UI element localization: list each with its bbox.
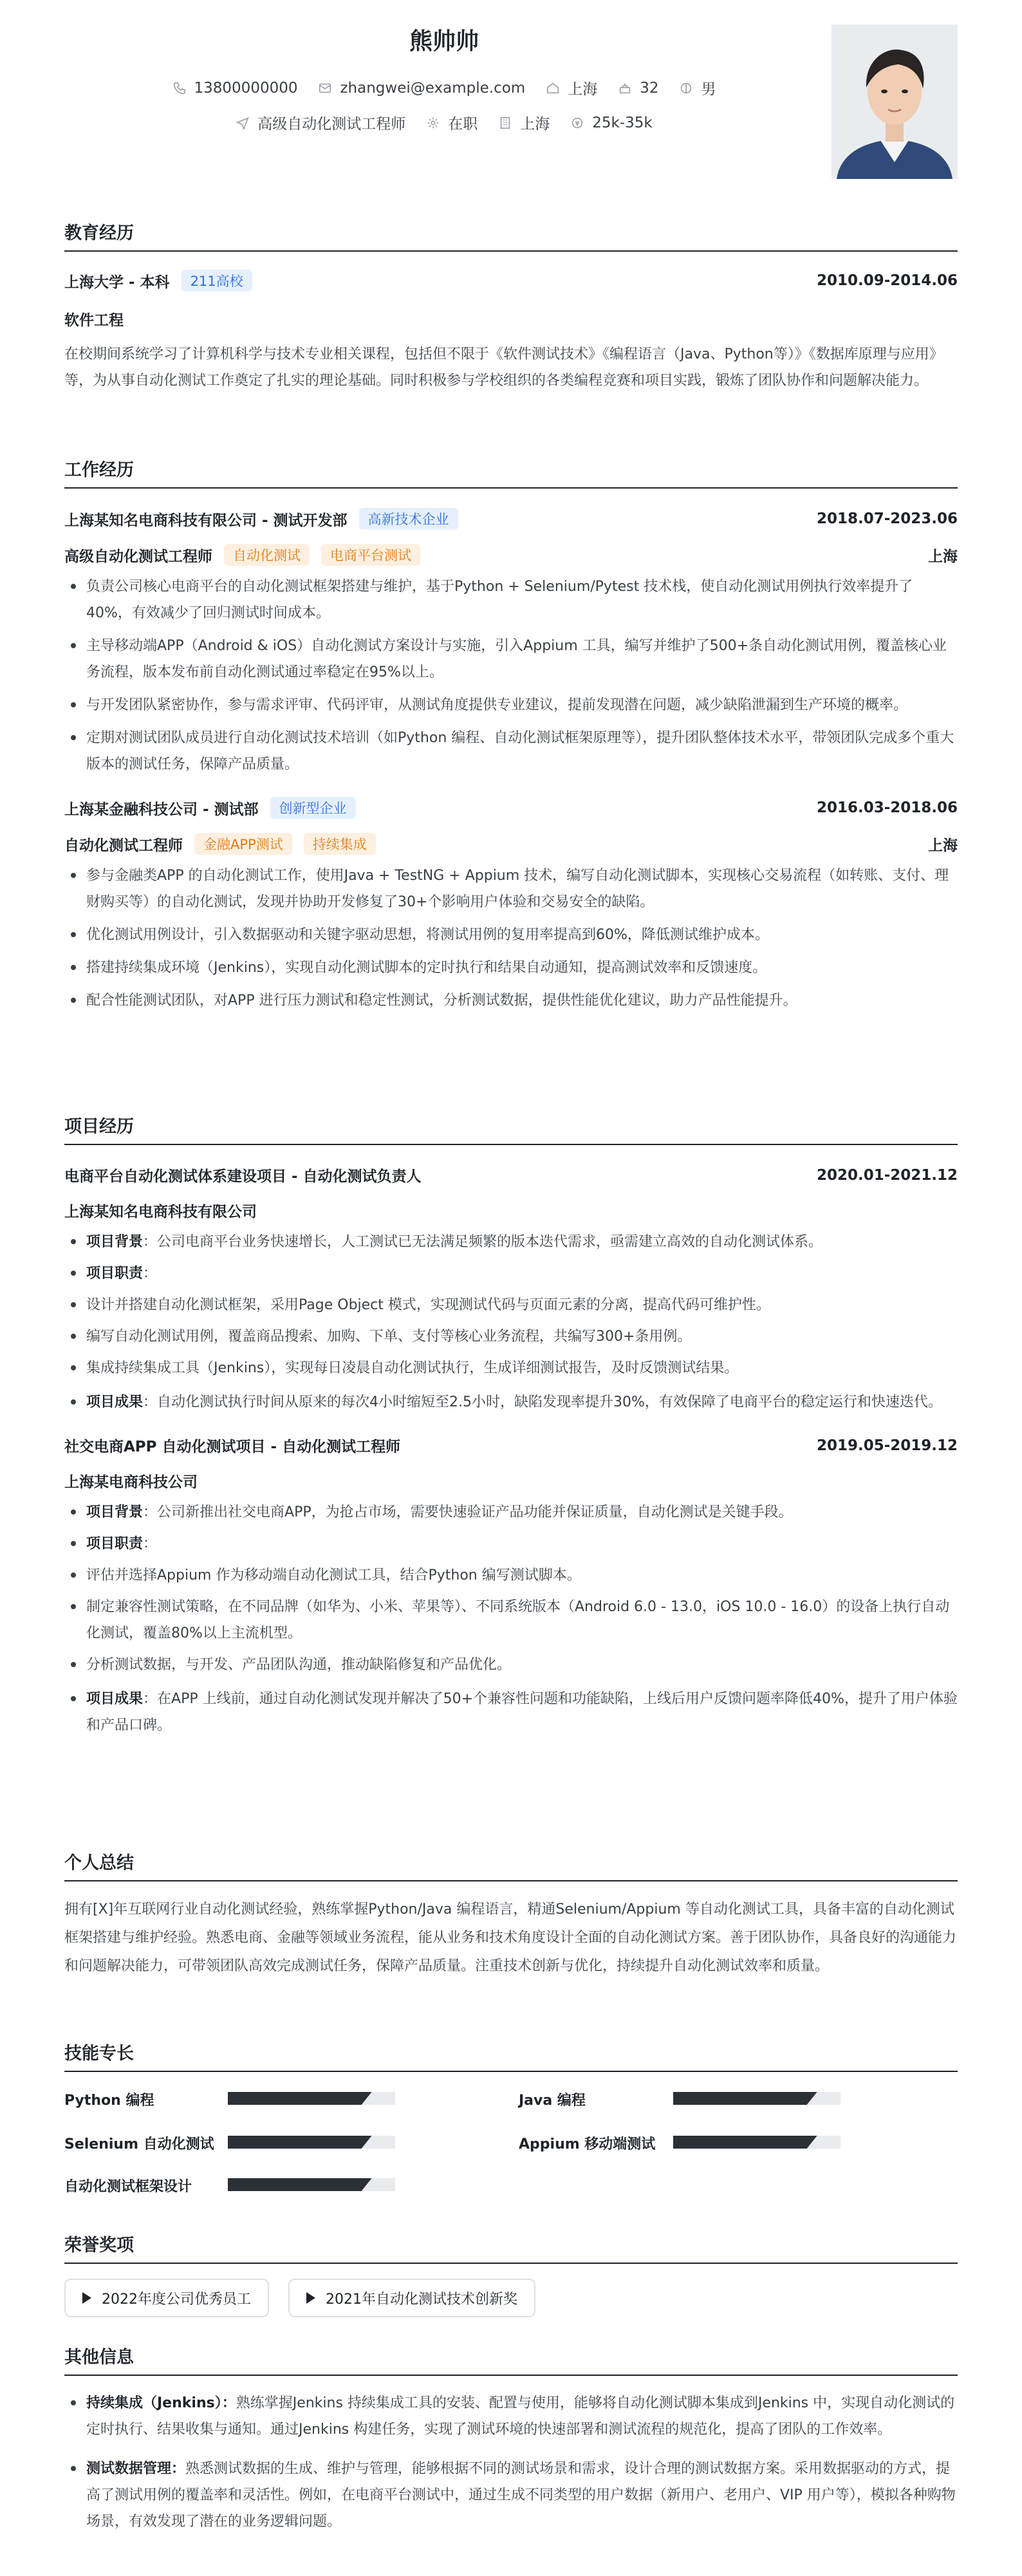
status-text: 在职: [448, 116, 478, 133]
list-item: [64, 2390, 958, 2443]
award-badge: [64, 2279, 269, 2317]
education-section: [64, 219, 958, 394]
city-info: [546, 77, 597, 98]
list-item: [64, 1686, 958, 1739]
item-text: ：: [143, 1536, 158, 1552]
project-name: 社交电商APP 自动化测试项目 - 自动化测试工程师: [64, 1439, 401, 1455]
work-date: 2016.03-2018.06: [816, 799, 958, 816]
work-city: 上海: [928, 837, 958, 854]
phone-text: 13800000000: [194, 79, 298, 97]
role: 高级自动化测试工程师: [64, 548, 212, 565]
item-text: ：公司新推出社交电商APP，为抢占市场，需要快速验证产品功能并保证质量，自动化测试是关键手段。: [143, 1504, 793, 1520]
skill-bar-fill: [673, 2136, 817, 2149]
school-tag: 211高校: [181, 270, 252, 292]
gear-icon: [426, 116, 440, 130]
list-item: 定期对测试团队成员进行自动化测试技术培训（如Python 编程、自动化测试框架原理等），提升团队整体技术水平，带领团队完成多个重大版本的测试任务，保障产品质量。: [64, 725, 958, 778]
skill-tag: 电商平台测试: [321, 544, 420, 566]
bold-label: 项目背景: [86, 1234, 144, 1250]
project-date: 2020.01-2021.12: [816, 1166, 958, 1184]
bold-label: 项目背景: [86, 1504, 144, 1520]
section-title: 项目经历: [64, 1112, 958, 1145]
avatar: [832, 24, 958, 179]
skill-bar-fill: [228, 2178, 372, 2191]
summary-section: [64, 1849, 958, 1981]
resume-header: [64, 0, 958, 193]
company-tag: 高新技术企业: [359, 508, 458, 530]
list-item: 搭建持续集成环境（Jenkins），实现自动化测试脚本的定时执行和结果自动通知，提高测试效率和反馈速度。: [64, 955, 958, 981]
work-item: [64, 508, 958, 778]
skill-bar: [673, 2136, 841, 2149]
list-item: 设计并搭建自动化测试框架，采用Page Object 模式，实现测试代码与页面元素的分离，提高代码可维护性。: [64, 1292, 958, 1318]
age-info: [618, 77, 658, 98]
job-city-info: [498, 112, 550, 133]
work-city: 上海: [928, 548, 958, 565]
skill-tag: 自动化测试: [224, 544, 310, 566]
award-text: 2021年自动化测试技术创新奖: [326, 2291, 517, 2308]
skill-bar: [673, 2092, 841, 2105]
item-text: ：自动化测试执行时间从原来的每次4小时缩短至2.5小时，缺陷发现率提升30%，有效保障了电商平台的稳定运行和快速迭代。: [143, 1394, 942, 1410]
education-head: [64, 270, 958, 292]
item-text: 熟悉测试数据的生成、维护与管理，能够根据不同的测试场景和需求，设计合理的测试数据方案。采用数据驱动的方式，提高了测试用例的覆盖率和灵活性。例如，在电商平台测试中，通过生成不同类型的用户数据（新用户、老用户、VIP 用户等），模拟各种购物场景，有效发现了潜在的业务逻辑问题。: [86, 2461, 956, 2530]
project-item: [64, 1435, 958, 1739]
role: 自动化测试工程师: [64, 837, 183, 854]
email-info: [318, 77, 525, 98]
work-head: [64, 508, 958, 530]
list-item: [64, 1499, 958, 1526]
work-section: [64, 456, 958, 1014]
phone-icon: [172, 81, 187, 95]
list-item: 编写自动化测试用例，覆盖商品搜索、加购、下单、支付等核心业务流程，共编写300+条用例。: [64, 1323, 958, 1350]
building-icon: [498, 116, 512, 130]
section-title: 工作经历: [64, 456, 958, 489]
item-text: 熟练掌握Jenkins 持续集成工具的安装、配置与使用，能够将自动化测试脚本集成到Jenkins 中，实现自动化测试的定时执行、结果收集与通知。通过Jenkins 构建任务，实现了测试环境的快速部署和测试流程的规范化，提高了团队的工作效率。: [86, 2395, 955, 2438]
list-item: 优化测试用例设计，引入数据驱动和关键字驱动思想，将测试用例的复用率提高到60%，降低测试维护成本。: [64, 922, 958, 948]
project-company: 上海某电商科技公司: [64, 1474, 198, 1491]
section-title: 个人总结: [64, 1849, 958, 1881]
gender-text: 男: [701, 81, 716, 98]
work-date: 2018.07-2023.06: [816, 510, 958, 527]
skill-name: Python 编程: [64, 2093, 154, 2109]
work-bullets: [64, 863, 958, 1014]
other-list: [64, 2390, 958, 2535]
item-text: ：: [143, 1265, 158, 1282]
award-badge: [288, 2279, 535, 2317]
bold-label: 项目职责: [86, 1265, 144, 1282]
skill-tag: 持续集成: [304, 833, 376, 855]
work-head: [64, 797, 958, 819]
list-item: 参与金融类APP 的自动化测试工作，使用Java + TestNG + Appium 技术，编写自动化测试脚本，实现核心交易流程（如转账、支付、理财购买等）的自动化测试，发现并协助开发修复了30+个影响用户体验和交易安全的缺陷。: [64, 863, 958, 915]
gender-info: [679, 77, 716, 98]
skill-bar: [228, 2178, 395, 2191]
major: 软件工程: [64, 312, 124, 329]
city-text: 上海: [568, 81, 598, 98]
section-title: 教育经历: [64, 219, 958, 252]
salary-info: [570, 112, 652, 133]
candidate-name: 熊帅帅: [409, 28, 479, 55]
other-section: [64, 2343, 958, 2535]
bold-label: 项目成果: [86, 1691, 144, 1707]
skill-bar-fill: [228, 2092, 372, 2105]
skill-bar: [228, 2136, 395, 2149]
work-item: [64, 797, 958, 1014]
section-title: 其他信息: [64, 2343, 958, 2376]
phone-info: [172, 77, 298, 98]
email-text: zhangwei@example.com: [340, 79, 526, 97]
company-line: 上海某知名电商科技有限公司 - 测试开发部: [64, 512, 348, 529]
job-info: [236, 112, 405, 133]
list-item: [64, 1531, 958, 1557]
list-item: [64, 2456, 958, 2535]
list-item: 主导移动端APP（Android & iOS）自动化测试方案设计与实施，引入Appium 工具，编写并维护了500+条自动化测试用例，覆盖核心业务流程，版本发布前自动化测试通过率稳定在95%以上。: [64, 633, 958, 686]
gender-icon: [679, 81, 693, 95]
list-item: 制定兼容性测试策略，在不同品牌（如华为、小米、苹果等）、不同系统版本（Android 6.0 - 13.0，iOS 10.0 - 16.0）的设备上执行自动化测试，覆盖80%以上主流机型。: [64, 1594, 958, 1647]
education-desc: 在校期间系统学习了计算机科学与技术专业相关课程，包括但不限于《软件测试技术》《编程语言（Java、Python等）》《数据库原理与应用》等，为从事自动化测试工作奠定了扎实的理论基础。同时积极参与学校组织的各类编程竞赛和项目实践，锻炼了团队协作和问题解决能力。: [64, 346, 943, 389]
job-text: 高级自动化测试工程师: [257, 116, 406, 133]
role-row: [64, 544, 958, 566]
project-bullets: [64, 1499, 958, 1739]
coin-icon: [570, 116, 584, 130]
projects-section: [64, 1112, 958, 1739]
skill-tag: 金融APP测试: [194, 833, 292, 855]
cake-icon: [618, 81, 632, 95]
play-icon: [82, 2292, 91, 2304]
item-text: ：公司电商平台业务快速增长，人工测试已无法满足频繁的版本迭代需求，亟需建立高效的自动化测试体系。: [143, 1234, 823, 1250]
project-date: 2019.05-2019.12: [816, 1437, 958, 1454]
role-row: [64, 833, 958, 855]
list-item: 评估并选择Appium 作为移动端自动化测试工具，结合Python 编写测试脚本。: [64, 1562, 958, 1589]
school-line: 上海大学 - 本科: [64, 274, 170, 291]
skill-bar-fill: [228, 2136, 372, 2149]
list-item: 分析测试数据，与开发、产品团队沟通，推动缺陷修复和产品优化。: [64, 1652, 958, 1678]
send-icon: [236, 116, 250, 130]
list-item: [64, 1260, 958, 1287]
project-name: 电商平台自动化测试体系建设项目 - 自动化测试负责人: [64, 1168, 422, 1185]
salary-text: 25k-35k: [592, 114, 653, 131]
bold-label: 测试数据管理：: [86, 2461, 186, 2477]
list-item: [64, 1229, 958, 1255]
skill-name: Java 编程: [519, 2093, 586, 2109]
project-company: 上海某知名电商科技有限公司: [64, 1204, 257, 1220]
skills-section: [64, 2039, 958, 2195]
summary-text: 拥有[X]年互联网行业自动化测试经验，熟练掌握Python/Java 编程语言，精通Selenium/Appium 等自动化测试工具，具备丰富的自动化测试框架搭建与维护经验。熟悉电商、金融等领域业务流程，能从业务和技术角度设计全面的自动化测试方案。善于团队协作，具备良好的沟通能力和问题解决能力，可带领团队高效完成测试任务，保障产品质量。注重技术创新与优化，持续提升自动化测试效率和质量。: [64, 1901, 957, 1974]
job-intent-row: [64, 112, 824, 133]
section-title: 荣誉奖项: [64, 2231, 958, 2264]
basic-info-row: [64, 77, 824, 98]
list-item: 配合性能测试团队，对APP 进行压力测试和稳定性测试，分析测试数据，提供性能优化建议，助力产品性能提升。: [64, 987, 958, 1014]
bold-label: 持续集成（Jenkins）：: [86, 2395, 236, 2411]
awards-section: [64, 2231, 958, 2321]
skill-name: Selenium 自动化测试: [64, 2136, 214, 2152]
skill-name: 自动化测试框架设计: [64, 2179, 192, 2195]
project-head: [64, 1435, 958, 1456]
home-icon: [546, 81, 560, 95]
education-date: 2010.09-2014.06: [816, 272, 958, 289]
play-icon: [306, 2292, 315, 2304]
project-head: [64, 1164, 958, 1186]
list-item: 集成持续集成工具（Jenkins），实现每日凌晨自动化测试执行，生成详细测试报告，及时反馈测试结果。: [64, 1355, 958, 1381]
list-item: [64, 1389, 958, 1415]
project-bullets: [64, 1229, 958, 1415]
item-text: ：在APP 上线前，通过自动化测试发现并解决了50+个兼容性问题和功能缺陷，上线后用户反馈问题率降低40%，提升了用户体验和产品口碑。: [86, 1691, 958, 1733]
skill-bar: [228, 2092, 395, 2105]
section-title: 技能专长: [64, 2039, 958, 2072]
mail-icon: [318, 81, 332, 95]
job-city-text: 上海: [520, 116, 550, 133]
bold-label: 项目职责: [86, 1536, 144, 1552]
list-item: 与开发团队紧密协作，参与需求评审、代码评审，从测试角度提供专业建议，提前发现潜在问题，减少缺陷泄漏到生产环境的概率。: [64, 692, 958, 718]
skill-bar-fill: [673, 2092, 817, 2105]
project-item: [64, 1164, 958, 1415]
skill-name: Appium 移动端测试: [519, 2136, 656, 2152]
list-item: 负责公司核心电商平台的自动化测试框架搭建与维护，基于Python + Selenium/Pytest 技术栈，使自动化测试用例执行效率提升了40%，有效减少了回归测试时间成本。: [64, 574, 958, 626]
award-text: 2022年度公司优秀员工: [102, 2291, 251, 2308]
work-bullets: [64, 574, 958, 778]
company-tag: 创新型企业: [270, 797, 356, 819]
bold-label: 项目成果: [86, 1394, 144, 1410]
age-text: 32: [640, 79, 659, 97]
company-line: 上海某金融科技公司 - 测试部: [64, 801, 259, 818]
status-info: [426, 112, 478, 133]
